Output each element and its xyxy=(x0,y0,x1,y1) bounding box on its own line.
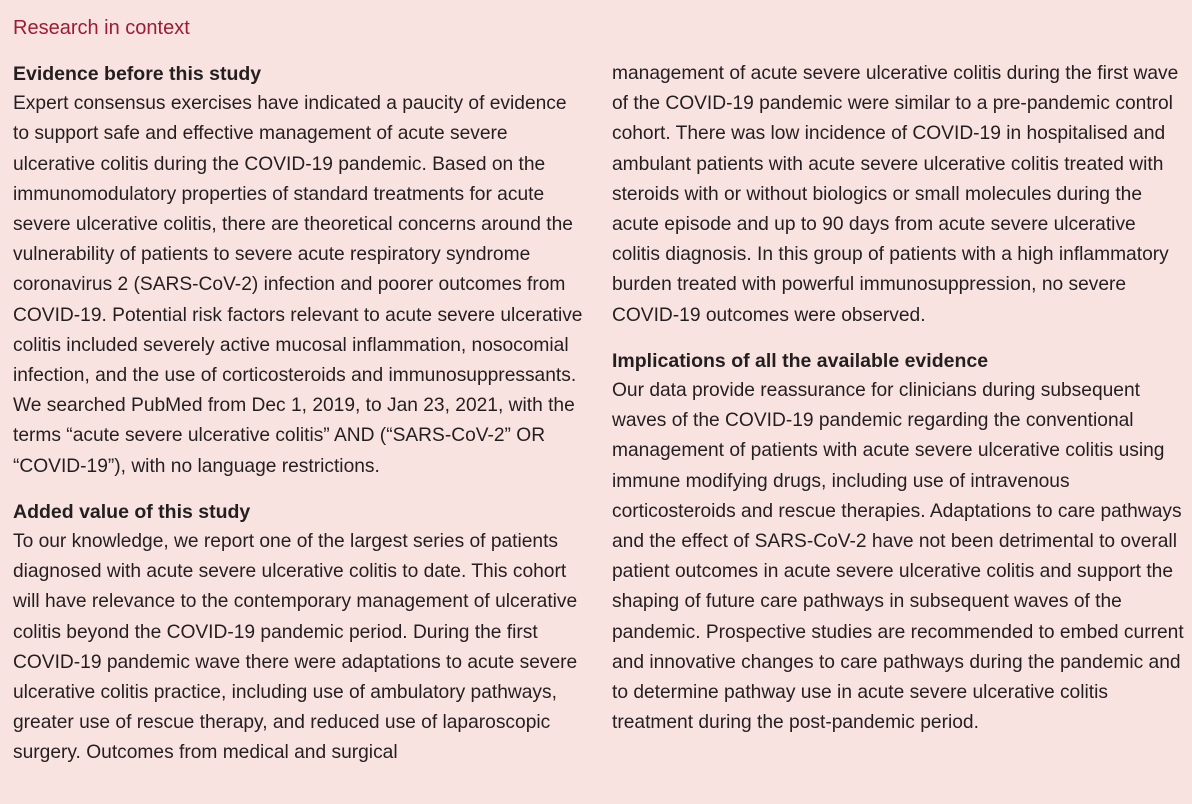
panel-title: Research in context xyxy=(13,17,190,39)
right-column xyxy=(612,59,1184,738)
section-gap xyxy=(13,482,586,497)
added-value-text-part2: management of acute severe ulcerative colitis during the first wave of the COVID-19 pandemic were similar to a pre-pandemic control cohort. There was low incidence of COVID-19 in hospitalised and ambulant patients with acute severe ulcerative colitis treated with steroids with or without biologics or small molecules during the acute episode and up to 90 days from acute severe ulcerative colitis diagnosis. In this group of patients with a high inflammatory burden treated with powerful immunosuppression, no severe COVID-19 outcomes were observed. xyxy=(612,63,1179,326)
implications-text: Our data provide reassurance for clinicians during subsequent waves of the COVID-19 pandemic regarding the conventional management of patients with acute severe ulcerative colitis using immune modifying drugs, including use of intravenous corticosteroids and rescue therapies. Adaptations to care pathways and the effect of SARS-CoV-2 have not been detrimental to overall patient outcomes in acute severe ulcerative colitis and support the shaping of future care pathways in subsequent waves of the pandemic. Prospective studies are recommended to embed current and innovative changes to care pathways during the pandemic and to determine pathway use in acute severe ulcerative colitis treatment during the post-pandemic period. xyxy=(612,380,1184,734)
left-column xyxy=(13,59,586,769)
implications-heading: Implications of all the available evidence xyxy=(612,349,989,372)
section-gap xyxy=(612,331,1184,346)
added-value-text-part1: To our knowledge, we report one of the largest series of patients diagnosed with acute severe ulcerative colitis to date. This cohort will have relevance to the contemporary management of ulcerative colitis beyond the COVID-19 pandemic period. During the first COVID-19 pandemic wave there were adaptations to acute severe ulcerative colitis practice, including use of ambulatory pathways, greater use of rescue therapy, and reduced use of laparoscopic surgery. Outcomes from medical and surgical xyxy=(13,531,578,764)
evidence-before-text: Expert consensus exercises have indicated a paucity of evidence to support safe and effective management of acute severe ulcerative colitis during the COVID-19 pandemic. Based on the immunomodulatory properties of standard treatments for acute severe ulcerative colitis, there are theoretical concerns around the vulnerability of patients to severe acute respiratory syndrome coronavirus 2 (SARS-CoV-2) infection and poorer outcomes from COVID-19. Potential risk factors relevant to acute severe ulcerative colitis included severely active mucosal inflammation, nosocomial infection, and the use of corticosteroids and immunosuppressants. We searched PubMed from Dec 1, 2019, to Jan 23, 2021, with the terms “acute severe ulcerative colitis” AND (“SARS-CoV-2” OR “COVID-19”), with no language restrictions. xyxy=(13,93,583,477)
added-value-heading: Added value of this study xyxy=(13,500,251,523)
evidence-before-heading: Evidence before this study xyxy=(13,63,262,85)
